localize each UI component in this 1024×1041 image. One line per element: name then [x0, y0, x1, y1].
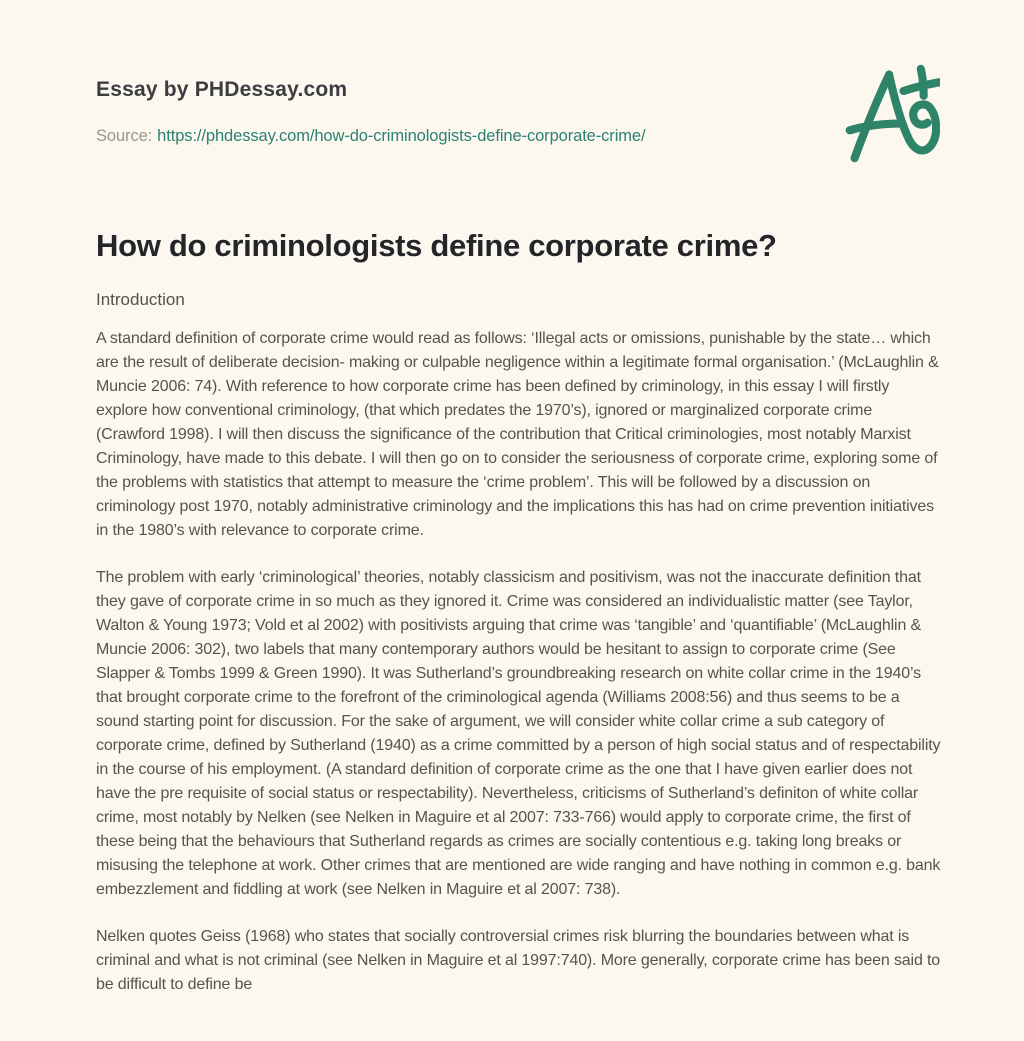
essay-paragraph-2: The problem with early ‘criminological’ theories, notably classicism and positivism, was not the inaccurate definition that they gave of corporate crime in so much as they ignored it. Crime was considered an individualistic matter (see Taylor, Walton & Young 1973; Vold et al 2002) with positivists arguing that crime was ‘tangible’ and ‘quantifiable’ (McLaughlin & Muncie 2006: 302), two labels that many contemporary authors would be hesitant to assign to corporate crime (See Slapper & Tombs 1999 & Green 1990). It was Sutherland’s groundbreaking research on white collar crime in the 1940’s that brought corporate crime to the forefront of the criminological agenda (Williams 2008:56) and thus seems to be a sound starting point for discussion. For the sake of argument, we will consider white collar crime a sub category of corporate crime, defined by Sutherland (1940) as a crime committed by a person of high social status and of respectability in the course of his employment. (A standard definition of corporate crime as the one that I have given earlier does not have the pre requisite of social status or respectability). Nevertheless, criticisms of Sutherland’s definiton of white collar crime, most notably by Nelken (see Nelken in Maguire et al 2007: 733-766) would apply to corporate crime, the first of these being that the behaviours that Sutherland regards as crimes are socially contentious e.g. taking long breaks or misusing the telephone at work. Other crimes that are mentioned are wide ranging and have nothing in common e.g. bank embezzlement and fiddling at work (see Nelken in Maguire et al 2007: 738). [96, 568, 941, 898]
essay-body [96, 327, 942, 997]
section-label-introduction: Introduction [96, 289, 185, 309]
essay-paragraph-1: A standard definition of corporate crime would read as follows: ‘Illegal acts or omissions, punishable by the state… which are the result of deliberate decision- making or culpable negligence within a legitimate formal organisation.’ (McLaughlin & Muncie 2006: 74). With reference to how corporate crime has been defined by criminology, in this essay I will firstly explore how conventional criminology, (that which predates the 1970’s), ignored or marginalized corporate crime (Crawford 1998). I will then discuss the significance of the contribution that Critical criminologies, most notably Marxist Criminology, have made to this debate. I will then go on to consider the seriousness of corporate crime, exploring some of the problems with statistics that attempt to measure the ‘crime problem’. This will be followed by a discussion on criminology post 1970, notably administrative criminology and the implications this has had on crime prevention initiatives in the 1980’s with relevance to corporate crime. [96, 329, 939, 539]
source-link[interactable]: https://phdessay.com/how-do-criminologists-define-corporate-crime/ [157, 127, 646, 145]
source-line [96, 127, 936, 146]
essay-by-label: Essay by PHDessay.com [96, 78, 348, 101]
page-title: How do criminologists define corporate crime? [96, 228, 777, 263]
aplus-logo-icon [844, 62, 940, 166]
essay-paragraph-3: Nelken quotes Geiss (1968) who states that socially controversial crimes risk blurring the boundaries between what is criminal and what is not criminal (see Nelken in Maguire et al 1997:740). More generally, corporate crime has been said to be difficult to define be [96, 927, 941, 993]
source-label: Source: [96, 127, 153, 145]
